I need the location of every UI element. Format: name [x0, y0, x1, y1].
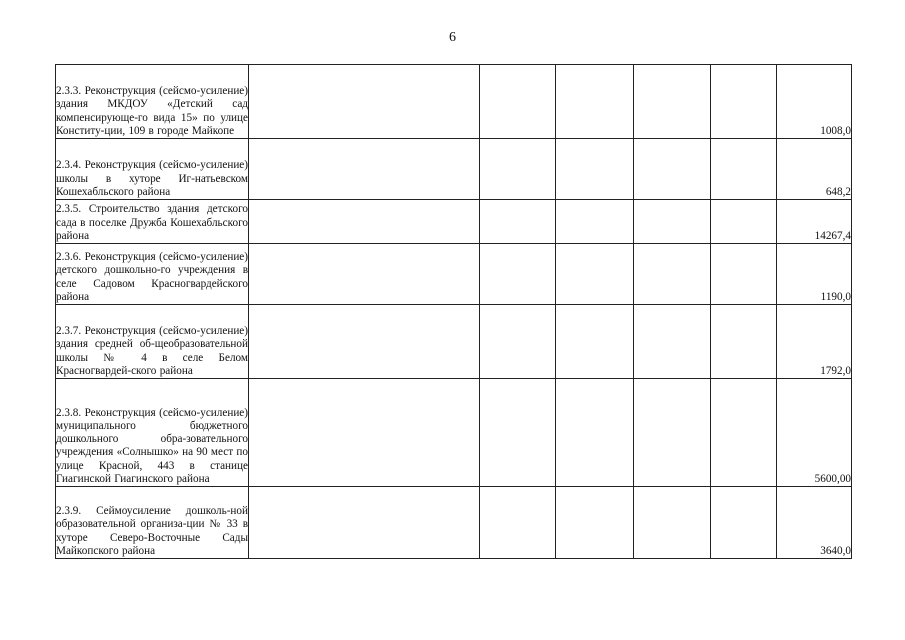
investment-table	[55, 64, 852, 559]
row-description-text: 2.3.8. Реконструкция (сейсмо-усиление) муниципального бюджетного дошкольного обра-зовательного учреждения «Солнышко» на 90 мест по улице Красной, 443 в станице Гиагинской Гиагинского района	[56, 406, 248, 485]
empty-cell	[711, 200, 777, 244]
row-description	[56, 65, 249, 139]
row-description-text: 2.3.9. Сеймоусиление дошколь-ной образовательной организа-ции № 33 в хуторе Северо-Восточные Сады Майкопского района	[56, 505, 248, 557]
empty-cell	[249, 65, 480, 139]
empty-cell	[556, 244, 634, 305]
row-description-text: 2.3.7. Реконструкция (сейсмо-усиление) здания средней об-щеобразовательной школы № 4 в селе Белом Красногвардей-ского района	[56, 325, 248, 377]
row-value: 1190,0	[777, 244, 852, 305]
empty-cell	[480, 139, 556, 200]
table-row	[56, 139, 852, 200]
empty-cell	[634, 305, 711, 379]
row-value: 14267,4	[777, 200, 852, 244]
table-row	[56, 244, 852, 305]
table-row	[56, 487, 852, 559]
empty-cell	[249, 139, 480, 200]
empty-cell	[556, 200, 634, 244]
row-value: 1008,0	[777, 65, 852, 139]
row-description-text: 2.3.4. Реконструкция (сейсмо-усиление) школы в хуторе Иг-натьевском Кошехабльского района	[56, 159, 248, 198]
empty-cell	[711, 487, 777, 559]
row-value: 3640,0	[777, 487, 852, 559]
empty-cell	[711, 139, 777, 200]
empty-cell	[480, 65, 556, 139]
table-body	[56, 65, 852, 559]
empty-cell	[556, 139, 634, 200]
row-description-text: 2.3.3. Реконструкция (сейсмо-усиление) здания МКДОУ «Детский сад компенсирующе-го вида 15» по улице Конститу-ции, 109 в городе Майкопе	[56, 85, 248, 137]
empty-cell	[634, 244, 711, 305]
empty-cell	[249, 487, 480, 559]
empty-cell	[556, 487, 634, 559]
empty-cell	[480, 379, 556, 487]
empty-cell	[634, 139, 711, 200]
empty-cell	[249, 200, 480, 244]
row-description-text: 2.3.5. Строительство здания детского сада в поселке Дружба Кошехабльского района	[56, 203, 248, 242]
table-row	[56, 305, 852, 379]
empty-cell	[480, 305, 556, 379]
empty-cell	[556, 65, 634, 139]
empty-cell	[249, 379, 480, 487]
empty-cell	[711, 65, 777, 139]
table-row	[56, 65, 852, 139]
row-description	[56, 487, 249, 559]
empty-cell	[634, 487, 711, 559]
row-value: 1792,0	[777, 305, 852, 379]
empty-cell	[480, 487, 556, 559]
empty-cell	[634, 379, 711, 487]
row-description	[56, 139, 249, 200]
table-row	[56, 200, 852, 244]
row-description	[56, 244, 249, 305]
row-description-text: 2.3.6. Реконструкция (сейсмо-усиление) детского дошкольно-го учреждения в селе Садовом Красногвардейского района	[56, 251, 248, 303]
row-description	[56, 379, 249, 487]
page-number: 6	[449, 30, 456, 45]
row-description	[56, 200, 249, 244]
empty-cell	[634, 65, 711, 139]
empty-cell	[711, 244, 777, 305]
empty-cell	[480, 200, 556, 244]
empty-cell	[556, 305, 634, 379]
empty-cell	[480, 244, 556, 305]
empty-cell	[249, 244, 480, 305]
empty-cell	[711, 379, 777, 487]
empty-cell	[556, 379, 634, 487]
row-description	[56, 305, 249, 379]
row-value: 648,2	[777, 139, 852, 200]
empty-cell	[711, 305, 777, 379]
empty-cell	[249, 305, 480, 379]
empty-cell	[634, 200, 711, 244]
table-row	[56, 379, 852, 487]
row-value: 5600,00	[777, 379, 852, 487]
